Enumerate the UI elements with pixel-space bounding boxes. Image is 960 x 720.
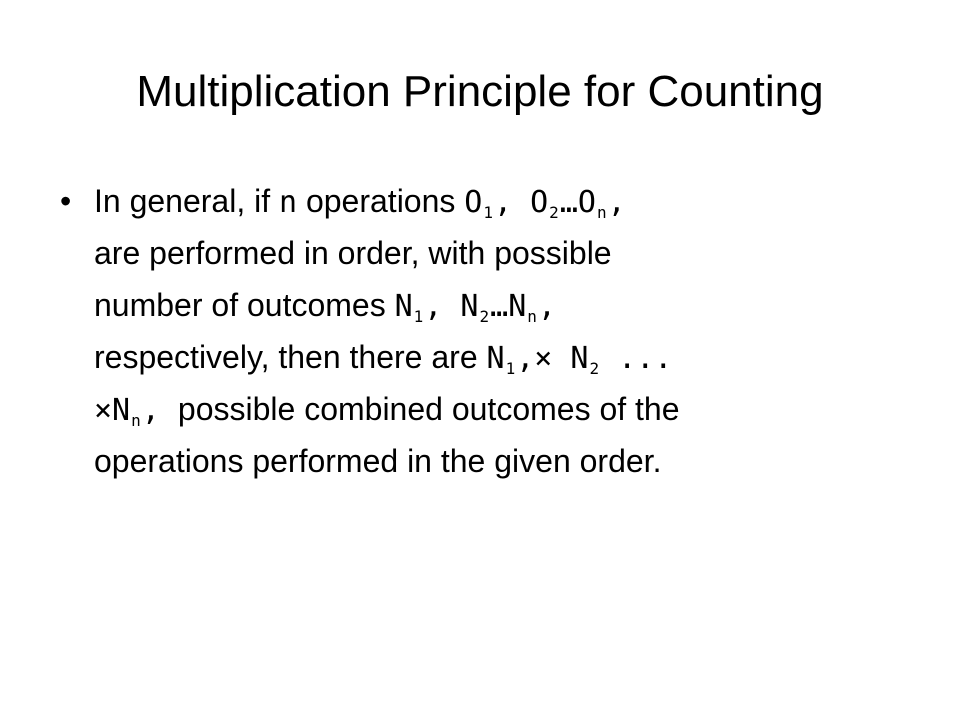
math-sub: n (527, 307, 537, 326)
math-sep: , (607, 185, 626, 220)
text-fragment: respectively, then there are (94, 339, 487, 375)
slide-title: Multiplication Principle for Counting (136, 67, 824, 116)
math-sep: , (493, 185, 531, 220)
math-var: N (394, 289, 413, 324)
math-times: ×N (94, 393, 131, 428)
math-var: O (464, 185, 483, 220)
text-fragment: possible combined outcomes of the (177, 391, 680, 427)
slide-body (60, 175, 900, 487)
math-ellipsis: ... (600, 341, 673, 376)
math-var: N (508, 289, 527, 324)
math-sub: n (596, 203, 607, 222)
bullet-icon: • (60, 183, 72, 219)
math-n (279, 185, 297, 220)
math-operations (464, 185, 625, 220)
text-line-2: are performed in order, with possible (94, 235, 612, 271)
math-sub: 2 (479, 307, 490, 326)
math-sub: n (131, 411, 141, 430)
math-var: O (577, 185, 596, 220)
math-ellipsis: … (559, 185, 578, 220)
text-line-5 (94, 383, 900, 435)
math-sub: 1 (505, 359, 516, 378)
math-outcomes (395, 289, 556, 324)
math-var: N (460, 289, 479, 324)
math-product-end (94, 393, 178, 428)
text-fragment: number of outcomes (94, 287, 395, 323)
math-sep: , (141, 393, 178, 428)
math-var: N (570, 341, 589, 376)
math-sep: , (537, 289, 556, 324)
math-times: ,× (516, 341, 571, 376)
text-fragment: In general, if (94, 183, 279, 219)
text-line-6: operations performed in the given order. (94, 443, 662, 479)
math-var: N (486, 341, 505, 376)
text-line-4 (94, 331, 900, 383)
text-line-1 (94, 175, 900, 227)
math-sub: 2 (589, 359, 600, 378)
math-var: n (279, 185, 298, 220)
math-sep: , (424, 289, 461, 324)
math-product (487, 341, 673, 376)
text-fragment: operations (297, 183, 465, 219)
math-sub: 1 (413, 307, 424, 326)
math-sub: 2 (549, 203, 559, 222)
math-ellipsis: … (490, 289, 509, 324)
text-line-3 (94, 279, 900, 331)
math-sub: 1 (483, 203, 493, 222)
bullet-item (60, 175, 900, 487)
math-var: O (530, 185, 549, 220)
